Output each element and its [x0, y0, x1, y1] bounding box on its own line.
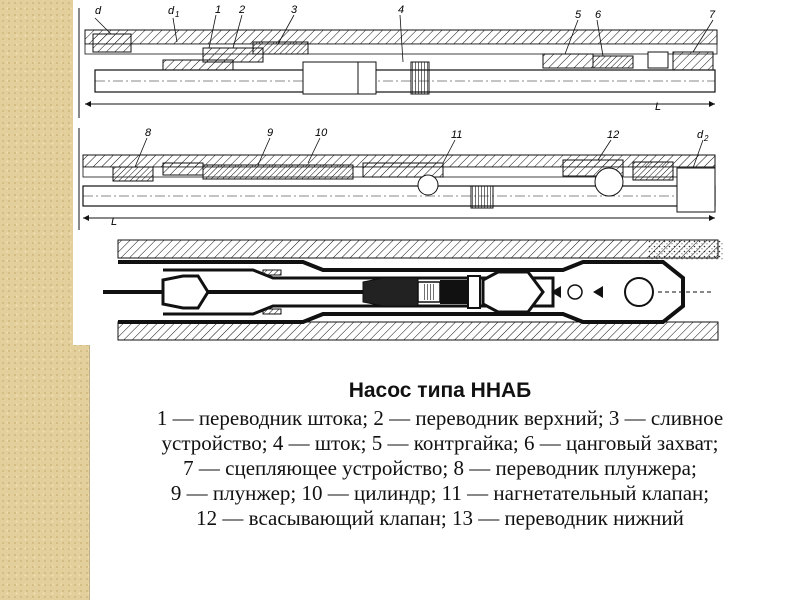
label-d1-sub: 1	[175, 10, 180, 19]
label-1: 1	[215, 4, 222, 16]
pump-drawing	[73, 0, 800, 345]
label-L-mid: L	[111, 216, 118, 228]
label-8: 8	[145, 127, 152, 139]
label-d2: d	[697, 129, 704, 141]
label-11: 11	[451, 129, 463, 141]
label-4: 4	[398, 4, 405, 16]
label-10: 10	[315, 127, 328, 139]
label-7: 7	[709, 9, 716, 21]
label-L-top: L	[655, 101, 662, 113]
label-2: 2	[239, 4, 246, 16]
caption-line: 12 — всасывающий клапан; 13 — переводник нижний	[196, 506, 684, 530]
caption-line: устройство; 4 — шток; 5 — контргайка; 6 — цанговый захват;	[161, 431, 719, 455]
figure-caption	[95, 378, 785, 531]
pump-schematic	[103, 240, 723, 340]
label-d: d	[95, 5, 102, 17]
label-5: 5	[575, 9, 582, 21]
label-12: 12	[607, 129, 620, 141]
lower-pump-section	[79, 128, 715, 230]
caption-title: Насос типа ННАБ	[348, 379, 532, 402]
label-d1: d	[168, 5, 175, 17]
caption-line: 1 — переводник штока; 2 — переводник верхний; 3 — сливное	[156, 406, 724, 430]
pump-drawing-svg	[73, 0, 800, 345]
caption-line: 9 — плунжер; 10 — цилиндр; 11 — нагнетательный клапан;	[170, 481, 710, 505]
label-d2-sub: 2	[704, 134, 709, 143]
upper-pump-section	[79, 8, 717, 118]
caption-line: 7 — сцепляющее устройство; 8 — переводник плунжера;	[183, 456, 697, 480]
label-9: 9	[267, 127, 274, 139]
label-6: 6	[595, 9, 602, 21]
label-3: 3	[291, 4, 298, 16]
